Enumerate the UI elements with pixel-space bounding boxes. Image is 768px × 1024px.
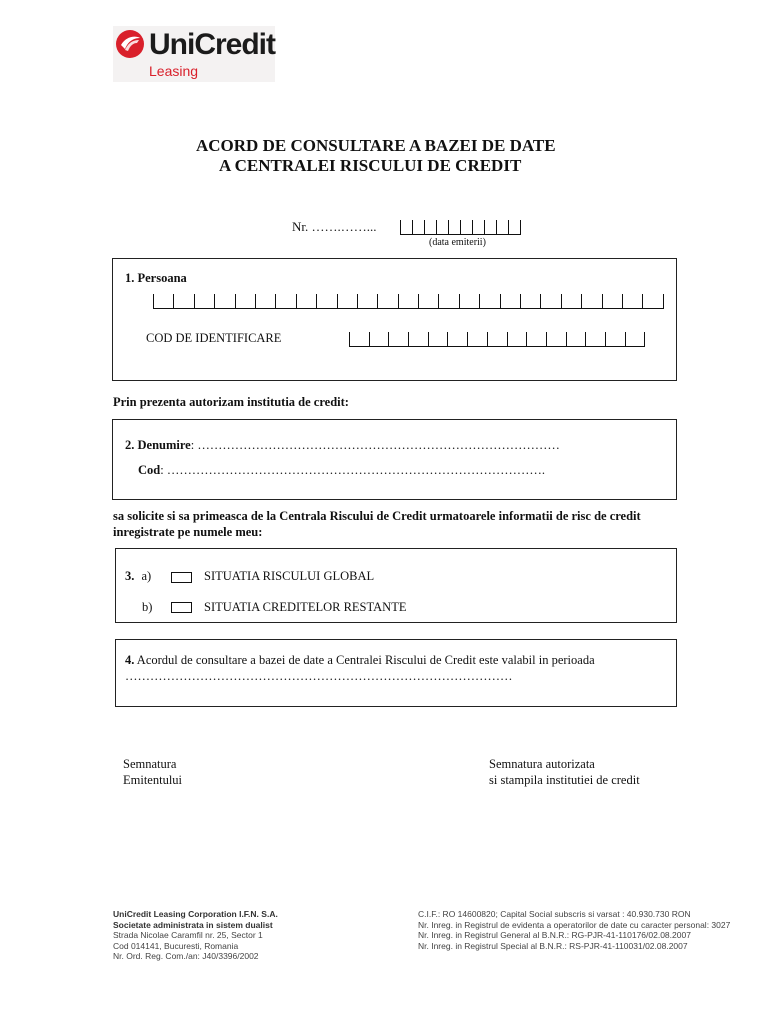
grid-cell[interactable] xyxy=(479,294,499,308)
grid-cell[interactable] xyxy=(194,294,214,308)
risk-options-section xyxy=(115,548,677,623)
page-title-line2: A CENTRALEI RISCULUI DE CREDIT xyxy=(219,156,522,175)
grid-cell[interactable] xyxy=(369,332,389,346)
grid-cell[interactable] xyxy=(173,294,193,308)
option-b-letter: b) xyxy=(142,600,153,614)
option-b-checkbox[interactable] xyxy=(171,602,192,613)
institution-code-dots[interactable]: : ………………………………………………………………………………. xyxy=(160,463,545,477)
grid-cell[interactable] xyxy=(520,294,540,308)
section3-number: 3. xyxy=(125,569,135,583)
grid-cell[interactable] xyxy=(408,332,428,346)
institution-section xyxy=(112,419,677,500)
institution-name-row xyxy=(125,438,560,453)
grid-cell[interactable] xyxy=(153,294,173,308)
grid-cell[interactable] xyxy=(605,332,625,346)
footer-special-registry: Nr. Inreg. in Registrul Special al B.N.R.: RS-PJR-41-110031/02.08.2007 xyxy=(418,940,688,951)
grid-cell[interactable] xyxy=(377,294,397,308)
logo-brand: UniCredit xyxy=(149,28,275,61)
option-a-checkbox[interactable] xyxy=(171,572,192,583)
grid-cell[interactable] xyxy=(487,332,507,346)
validity-text: Acordul de consultare a bazei de date a Centralei Riscului de Credit este valabil in perioada xyxy=(134,653,595,667)
logo-sub: Leasing xyxy=(149,63,199,79)
issuer-signature-line1: Semnatura xyxy=(123,757,177,771)
footer-general-registry: Nr. Inreg. in Registrul General al B.N.R.: RG-PJR-41-110176/02.08.2007 xyxy=(418,930,691,940)
grid-cell[interactable] xyxy=(507,332,527,346)
grid-cell[interactable] xyxy=(585,332,605,346)
authorize-text: Prin prezenta autorizam institutia de credit: xyxy=(113,395,349,409)
person-label: 1. Persoana xyxy=(125,271,187,285)
grid-cell[interactable] xyxy=(255,294,275,308)
grid-cell[interactable] xyxy=(235,294,255,308)
option-a-text: SITUATIA RISCULUI GLOBAL xyxy=(204,569,375,583)
number-label: Nr. …….……... xyxy=(292,219,377,234)
grid-cell[interactable] xyxy=(316,294,336,308)
footer-address-city: Cod 014141, Bucuresti, Romania xyxy=(113,940,239,951)
grid-cell[interactable] xyxy=(602,294,622,308)
validity-section xyxy=(115,639,677,707)
footer-address-street: Strada Nicolae Caramfil nr. 25, Sector 1 xyxy=(113,930,263,940)
grid-cell[interactable] xyxy=(214,294,234,308)
footer-company-info xyxy=(113,909,278,962)
authorized-signature-line2: si stampila institutiei de credit xyxy=(489,773,640,787)
grid-cell[interactable] xyxy=(566,332,586,346)
institution-name-dots[interactable]: : …………………………………………………………………………… xyxy=(190,438,560,452)
grid-cell[interactable] xyxy=(428,332,448,346)
grid-cell[interactable] xyxy=(398,294,418,308)
grid-cell[interactable] xyxy=(581,294,601,308)
institution-code-label: Cod xyxy=(138,463,161,477)
section4-number: 4. xyxy=(125,653,135,667)
option-a-letter: a) xyxy=(141,569,152,583)
person-section xyxy=(112,258,677,381)
issuer-signature-line2: Emitentului xyxy=(123,773,183,787)
footer-registry: Nr. Ord. Reg. Com./an: J40/3396/2002 xyxy=(113,951,259,961)
solicit-text-line1: sa solicite si sa primeasca de la Centrala Riscului de Credit urmatoarele informatii de risc de credit xyxy=(113,509,641,523)
grid-cell[interactable] xyxy=(546,332,566,346)
grid-cell[interactable] xyxy=(438,294,458,308)
grid-cell[interactable] xyxy=(337,294,357,308)
grid-cell[interactable] xyxy=(418,294,438,308)
footer-company-name: UniCredit Leasing Corporation I.F.N. S.A. xyxy=(113,909,278,919)
grid-cell[interactable] xyxy=(467,332,487,346)
grid-cell[interactable] xyxy=(500,294,520,308)
grid-cell[interactable] xyxy=(526,332,546,346)
grid-cell[interactable] xyxy=(459,294,479,308)
grid-cell[interactable] xyxy=(349,332,369,346)
date-caption: (data emiterii) xyxy=(429,237,486,248)
grid-cell[interactable] xyxy=(357,294,377,308)
grid-cell[interactable] xyxy=(642,294,663,308)
validity-period-dots[interactable]: ………………………………………………………………………………… xyxy=(125,669,513,683)
authorized-signature-line1: Semnatura autorizata xyxy=(489,757,595,771)
footer-data-operator: Nr. Inreg. in Registrul de evidenta a operatorilor de date cu caracter personal: 3027 xyxy=(418,919,731,930)
id-code-label: COD DE IDENTIFICARE xyxy=(146,331,282,345)
option-b-text: SITUATIA CREDITELOR RESTANTE xyxy=(204,600,407,614)
person-name-field[interactable] xyxy=(153,294,664,309)
grid-cell[interactable] xyxy=(561,294,581,308)
unicredit-leasing-logo xyxy=(113,26,275,82)
institution-code-row xyxy=(138,463,545,478)
validity-row xyxy=(125,653,595,668)
page-title-line1: ACORD DE CONSULTARE A BAZEI DE DATE xyxy=(196,136,556,155)
grid-cell[interactable] xyxy=(625,332,646,346)
solicit-text-line2: inregistrate pe numele meu: xyxy=(113,525,263,539)
grid-cell[interactable] xyxy=(622,294,642,308)
grid-cell[interactable] xyxy=(388,332,408,346)
grid-cell[interactable] xyxy=(296,294,316,308)
grid-cell[interactable] xyxy=(447,332,467,346)
grid-cell[interactable] xyxy=(540,294,560,308)
option-a-row xyxy=(125,569,151,584)
footer-cif: C.I.F.: RO 14600820; Capital Social subscris si varsat : 40.930.730 RON xyxy=(418,909,691,919)
institution-name-label: 2. Denumire xyxy=(125,438,191,452)
footer-company-mode: Societate administrata in sistem dualist xyxy=(113,919,273,930)
footer-legal-info xyxy=(418,909,730,951)
date-issue-field[interactable] xyxy=(400,220,521,235)
unicredit-emblem-icon xyxy=(115,29,145,59)
grid-cell[interactable] xyxy=(275,294,295,308)
id-code-field[interactable] xyxy=(349,332,645,347)
